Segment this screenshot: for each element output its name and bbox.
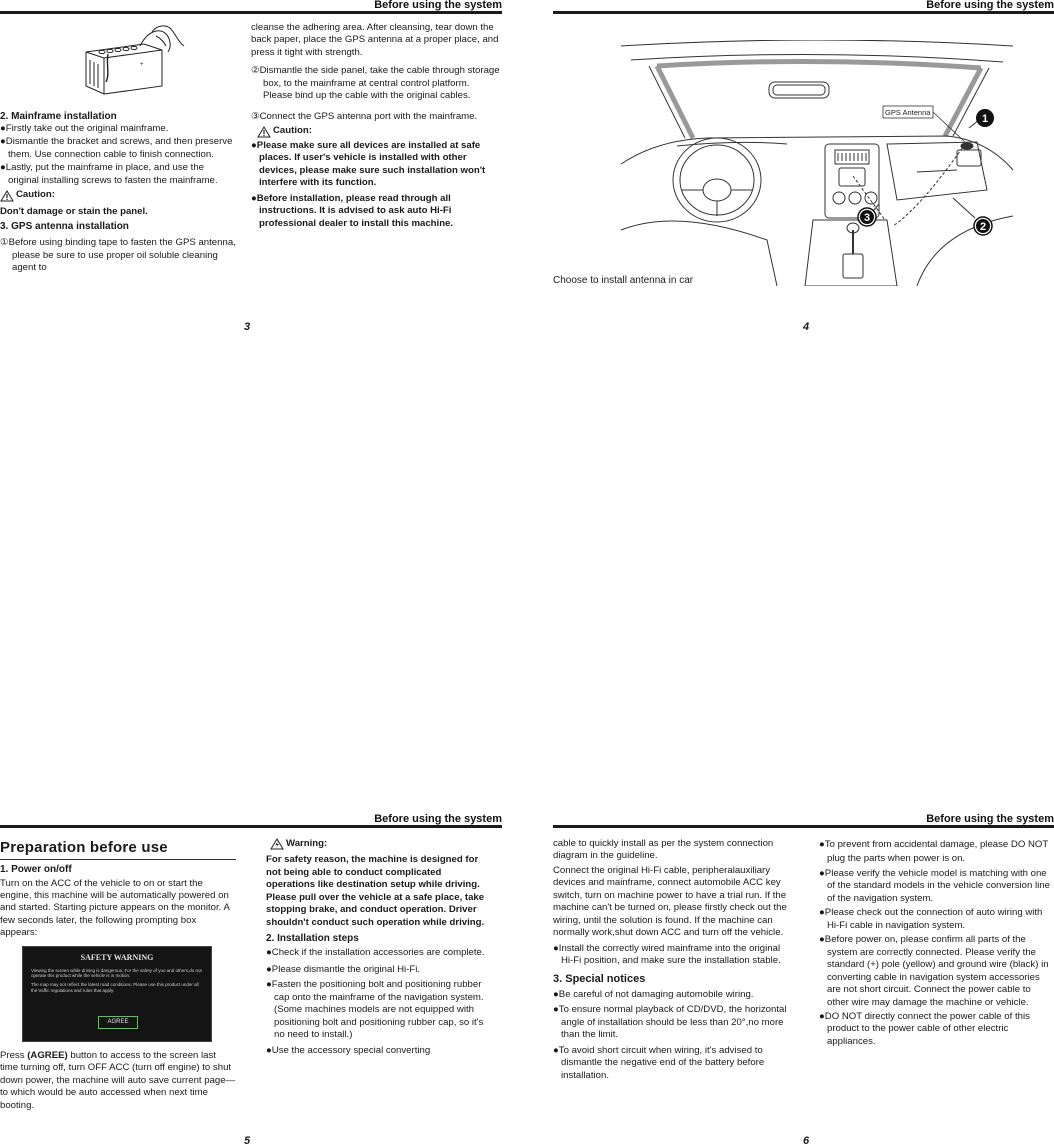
svg-text:3: 3	[863, 212, 871, 224]
agree-button[interactable]: AGREE	[98, 1016, 138, 1029]
mainframe-bullet-1: ●Firstly take out the original mainframe.	[0, 123, 169, 134]
special-bullet-1: ●Be careful of not damaging automobile wiring.	[553, 988, 754, 1000]
battery-disconnect-illustration	[80, 24, 190, 96]
page-5	[0, 814, 502, 1146]
page-6	[553, 814, 1054, 1146]
special-bullet-2: ●To ensure normal playback of CD/DVD, the horizontal angle of installation should be less than 20°,no more than the limit.	[553, 1004, 787, 1041]
right-column	[819, 838, 1054, 1048]
caution-text: Don't damage or stain the panel.	[0, 205, 148, 217]
safety-warning-screen	[22, 946, 212, 1042]
agree-paragraph: Press (AGREE) button to access to the screen last time turning off, turn OFF ACC (turn off engine) to shut down power, the machine will auto save current page—to which would be auto accessed when next time booting.	[0, 1049, 236, 1111]
caution-2-label: Caution:	[273, 125, 312, 137]
connection-text-2: Connect the original Hi-Fi cable, peripheralauxiliary devices and mainframe, connect automobile ACC key switch, turn on machine power to have a trial run. If the machine can't be turned on, please firstly check out the wiring, until the solution is found. If the machine can normally work,shut down ACC and turn off the vehicle.	[553, 864, 787, 939]
gps-step-1-continued: cleanse the adhering area. After cleansing, tear down the back paper, place the GPS antenna at a proper place, and press it tight with strength.	[251, 22, 499, 58]
mainframe-bullet-3: ●Lastly, put the mainframe in place, and use the original installing screws to fasten the mainframe.	[0, 162, 218, 186]
warning-heading	[266, 838, 490, 850]
heading-power: 1. Power on/off	[0, 863, 72, 875]
safety-screen-title: SAFETY WARNING	[80, 952, 154, 962]
step-1: ●Check if the installation accessories are complete.	[266, 947, 485, 959]
right-column	[266, 838, 490, 1057]
left-column	[553, 838, 789, 1082]
gps-antenna-label: GPS Antenna	[885, 108, 931, 117]
svg-text:2: 2	[979, 221, 987, 233]
notice-bullet-5: ●DO NOT directly connect the power cable of this product to the power cable of other electric appliances.	[819, 1010, 1030, 1047]
mainframe-bullet-2: ●Dismantle the bracket and screws, and then preserve them. Use connection cable to finish connection.	[0, 136, 233, 160]
running-header: Before using the system	[374, 813, 502, 825]
notice-bullet-3: ●Please check out the connection of auto wiring with Hi-Fi cable in navigation system.	[819, 907, 1043, 931]
gps-step-3: ③Connect the GPS antenna port with the mainframe.	[251, 110, 478, 122]
page-number: 5	[244, 1135, 251, 1147]
title-rule	[0, 859, 236, 860]
step-3: ●Fasten the positioning bolt and positioning rubber cap onto the mainframe of the navigation system. (Some machines models are not equipped with positioning bolt and positioning rubber cap, so it's no need to install.)	[266, 979, 484, 1041]
header-rule	[553, 825, 1054, 828]
marker-1	[976, 109, 994, 127]
notice-bullet-2: ●Please verify the vehicle model is matching with one of the standard models in the vehicle conversion line of the navigation system.	[819, 867, 1050, 904]
caution-heading	[0, 189, 236, 201]
right-column	[251, 22, 501, 230]
heading-mainframe-installation: 2. Mainframe installation	[0, 111, 117, 122]
section-title: Preparation before use	[0, 839, 168, 856]
connection-text-1: cable to quickly install as per the system connection diagram in the guideline.	[553, 838, 774, 862]
caution-2-heading	[251, 125, 501, 137]
header-rule	[0, 11, 502, 14]
left-column	[0, 838, 236, 1112]
page-4	[553, 0, 1054, 340]
step-2: ●Please dismantle the original Hi-Fi.	[266, 963, 421, 975]
running-header: Before using the system	[926, 0, 1054, 11]
header-rule	[0, 825, 502, 828]
warning-label: Warning:	[286, 838, 328, 849]
agree-inline-label: (AGREE)	[27, 1049, 68, 1061]
page-number: 6	[803, 1135, 810, 1147]
notice-bullet-1: ●To prevent from accidental damage, please DO NOT plug the parts when power is on.	[819, 839, 1049, 864]
warning-text: For safety reason, the machine is designed for not being able to conduct complicated operations like destination setup while driving. Please pull over the vehicle at a safe place, take stopping brake, and conduct operation. Driver shouldn't conduct such operation while driving.	[266, 854, 485, 928]
power-text: Turn on the ACC of the vehicle to on or start the engine, this machine will be automatically powered on and started. Starting picture appears on the monitor. A few seconds later, the following prompting box appears:	[0, 877, 230, 939]
safety-screen-line-2: The map may not reflect the latest road conditions. Please use this product under all the traffic regulations and rules that apply.	[31, 982, 199, 993]
header-rule	[553, 11, 1054, 14]
gps-step-2: ②Dismantle the side panel, take the cable through storage box, to the mainframe at central control platform. Please bind up the cable with the original cables.	[251, 65, 500, 102]
car-interior-illustration	[617, 40, 1017, 286]
caution-2-bullet-1: ●Please make sure all devices are installed at safe places. If user's vehicle is installed with other devices, please make sure such installation won't interfere with its function.	[251, 139, 486, 189]
page-number: 4	[803, 321, 810, 333]
gps-step-1: ①Before using binding tape to fasten the GPS antenna, please be sure to use proper oil soluble cleaning agent to	[0, 237, 236, 274]
running-header: Before using the system	[374, 0, 502, 11]
caution-triangle-icon	[0, 190, 14, 202]
step-4: ●Use the accessory special converting	[266, 1044, 431, 1056]
page-3	[0, 0, 502, 340]
marker-3	[858, 208, 876, 226]
safety-screen-line-1: Viewing the screen while driving is dangerous. For the safety of you and others,do not operate this product while the vehicle is in motion.	[31, 967, 202, 979]
warning-triangle-icon	[270, 838, 284, 850]
install-bullet: ●Install the correctly wired mainframe into the original Hi-Fi position, and make sure the installation stable.	[553, 942, 781, 967]
running-header: Before using the system	[926, 813, 1054, 825]
caution-2-bullet-2: ●Before installation, please read through all instructions. It is advised to ask auto Hi-Fi professional dealer to install this machine.	[251, 192, 454, 229]
notice-bullet-4: ●Before power on, please confirm all parts of the system are correctly connected. Please verify the standard (+) pole (yellow) and ground wire (black) in converting cable in navigation system accessories are not short circuit. Connect the power cable to other wire may damage the machine or vehicle.	[819, 934, 1049, 1008]
page-number: 3	[244, 321, 251, 333]
safety-screen-slot	[0, 940, 236, 1050]
special-bullet-3: ●To avoid short circuit when wiring, it's advised to dismantle the negative end of the battery before installation.	[553, 1044, 765, 1081]
heading-special-notices: 3. Special notices	[553, 972, 646, 985]
heading-gps-antenna: 3. GPS antenna installation	[0, 221, 129, 233]
marker-2	[974, 217, 992, 235]
left-column	[0, 110, 236, 275]
figure-caption: Choose to install antenna in car	[553, 275, 694, 286]
svg-text:1: 1	[981, 113, 989, 125]
svg-text:+: +	[140, 62, 144, 68]
caution-label: Caution:	[16, 189, 55, 201]
caution-triangle-icon	[257, 126, 271, 138]
heading-installation-steps: 2. Installation steps	[266, 933, 359, 945]
